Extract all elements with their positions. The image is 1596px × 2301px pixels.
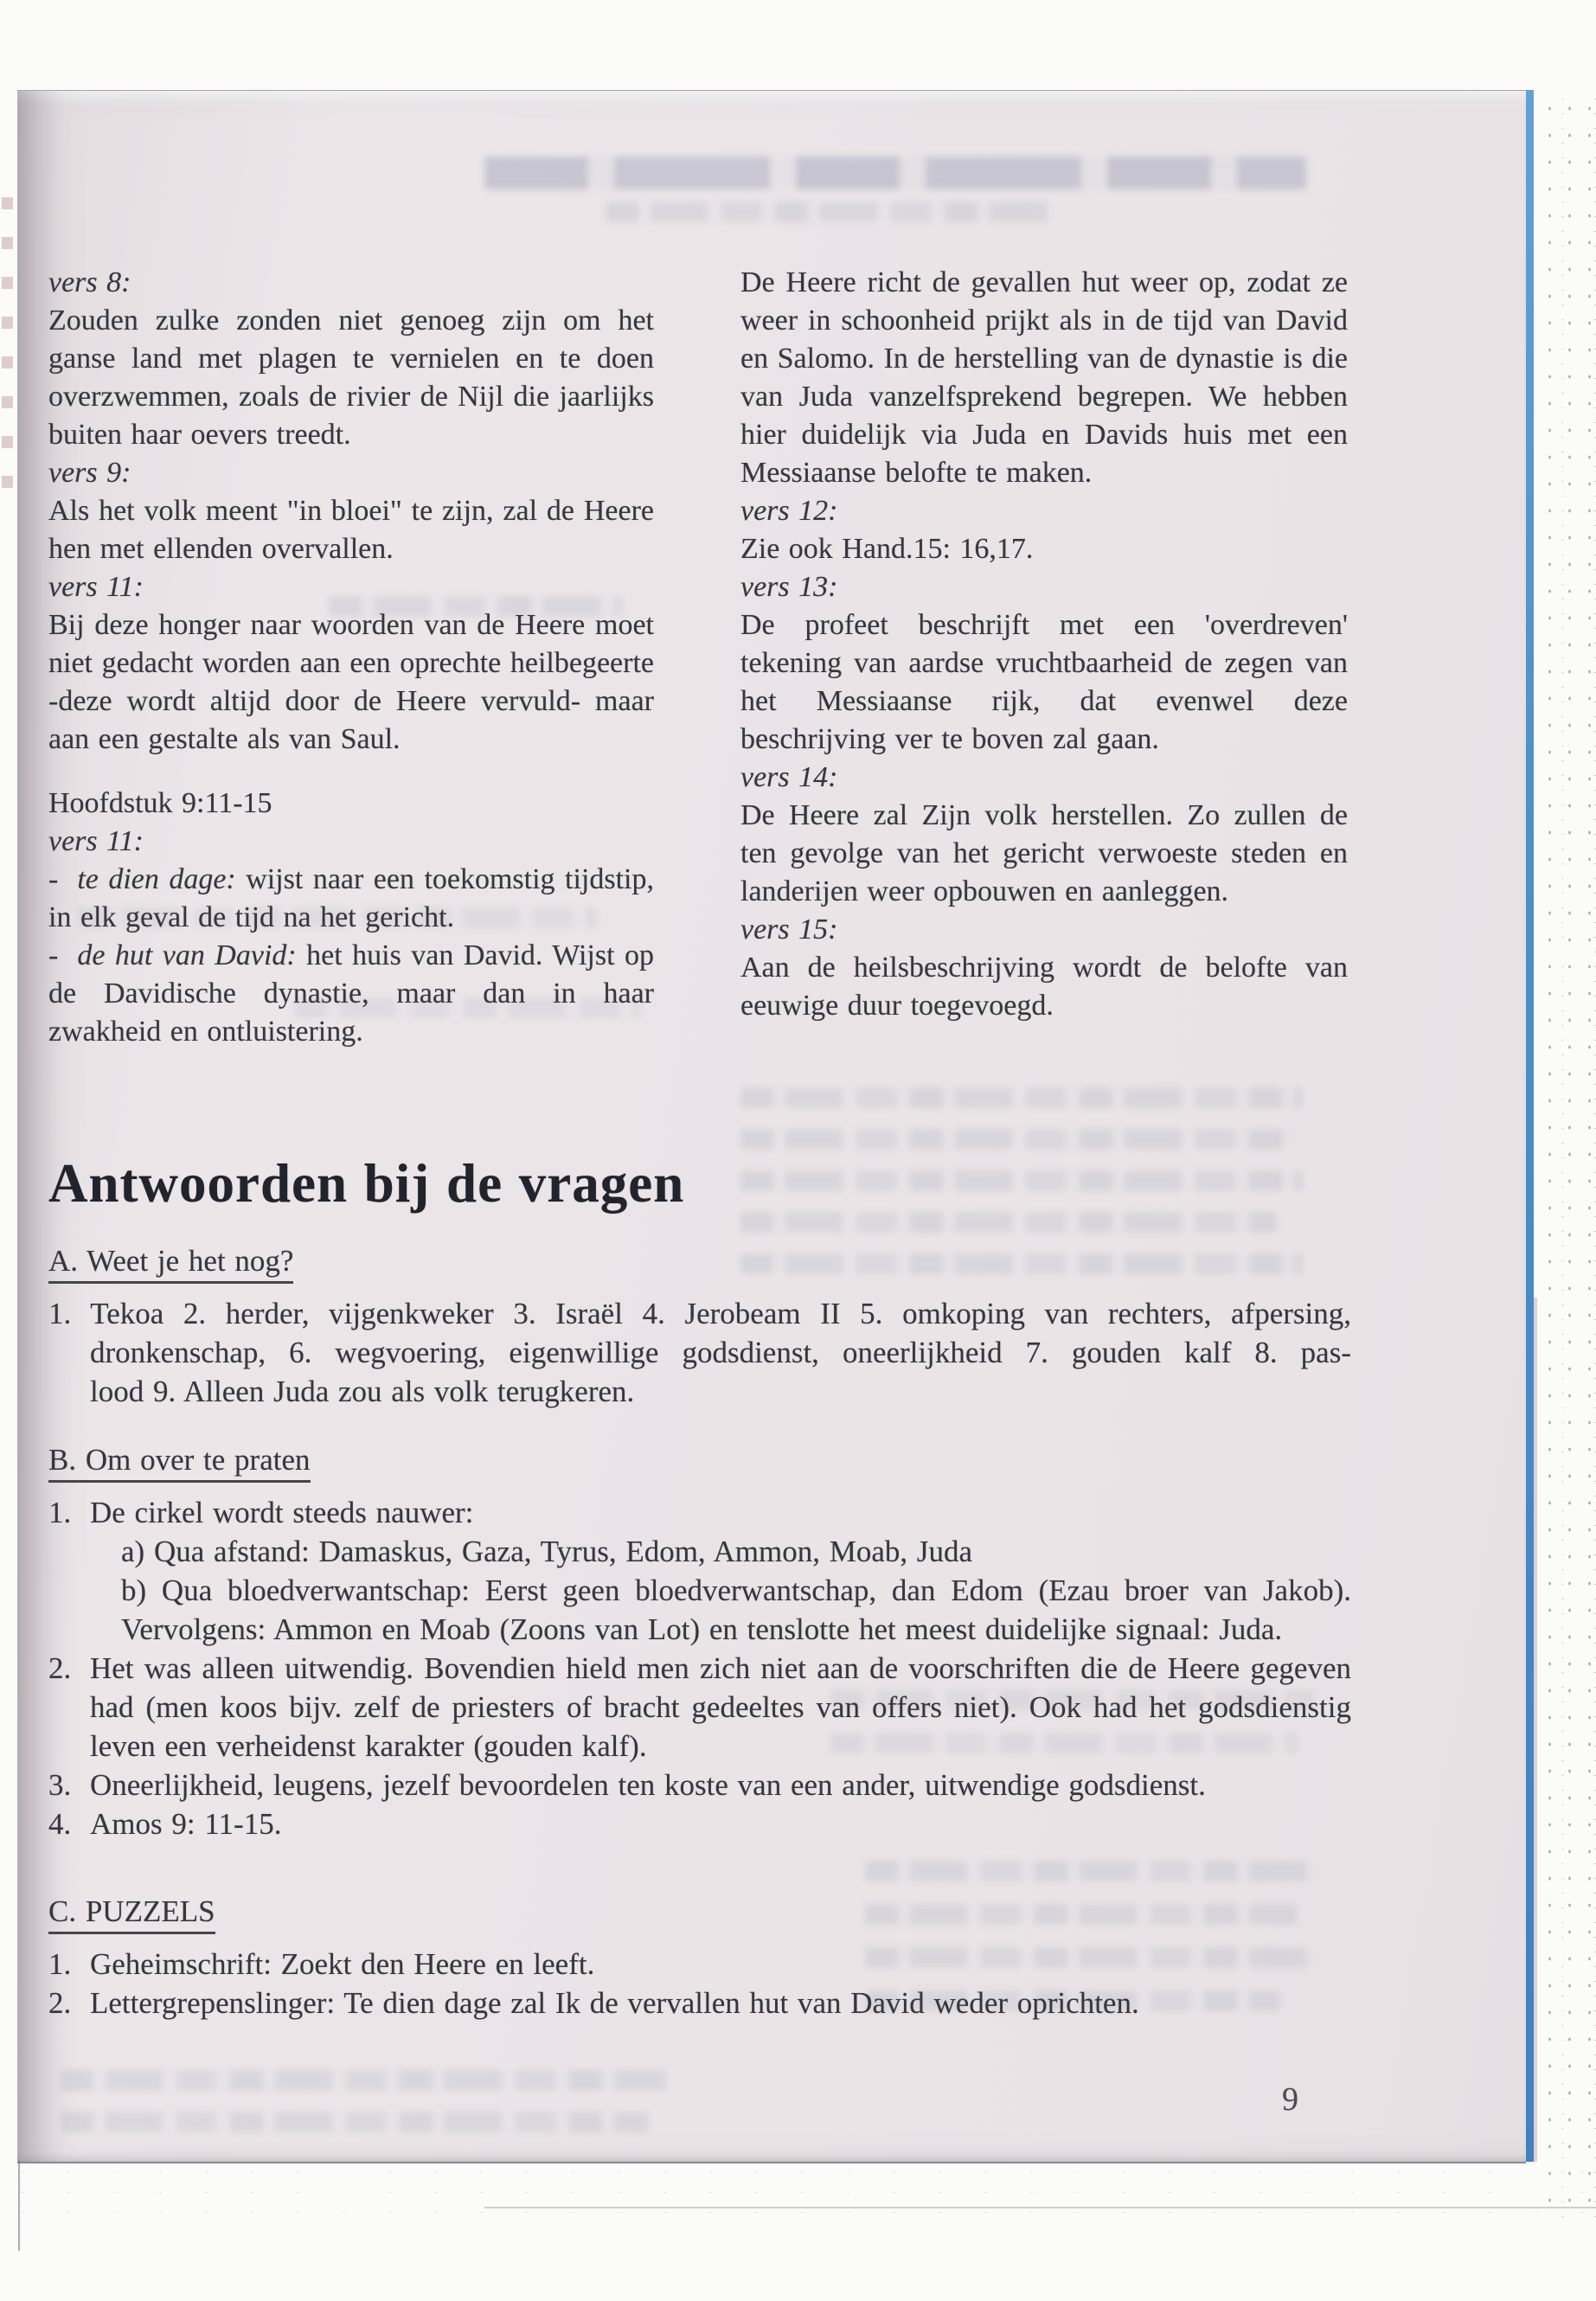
sub-item: b) Qua bloedverwantschap: Eerst geen bloedverwantschap, dan Edom (Ezau broer van Jakob). Vervolgens: Ammon en Moab (Zoons van Lot) en tenslotte het meest duidelijke signaal: Juda.	[121, 1574, 1351, 1646]
section-b-heading: B. Om over te praten	[48, 1440, 1351, 1483]
definition-note	[48, 937, 654, 1051]
item-text: Amos 9: 11-15.	[90, 1807, 282, 1841]
verse-commentary: De Heere richt de gevallen hut weer op, zodat ze weer in schoonheid prijkt als in de tijd van David en Salomo. In de herstelling van de dynastie is die van Juda vanzelfsprekend begrepen. We hebben hier duidelijk via Juda en Davids huis met een Messiaanse belofte te maken.	[740, 266, 1348, 489]
bleed-through-text	[61, 2070, 666, 2091]
verse-commentary: Zouden zulke zonden niet genoeg zijn om het ganse land met plagen te vernielen en te doen overzwemmen, zoals de rivier de Nijl die jaarlijks buiten haar oevers treedt.	[48, 304, 654, 451]
definition-text: wijst naar een toekomstig tijdstip, in elk geval de tijd na het gericht.	[48, 863, 654, 933]
bleed-through-text	[61, 2112, 649, 2132]
answer-item	[48, 1493, 1351, 1649]
verse-commentary: De profeet beschrijft met een 'overdreven' tekening van aardse vruchtbaarheid de zegen van het Messiaanse rijk, dat evenwel deze beschrijving ver te boven zal gaan.	[740, 609, 1348, 755]
answers-section	[48, 1148, 1351, 2022]
dash-marker: -	[48, 939, 59, 971]
answer-item	[48, 1945, 1351, 1984]
item-number: 2.	[48, 1986, 72, 2020]
bleed-through-text	[740, 1087, 1303, 1108]
verse-label: vers 12:	[740, 495, 838, 527]
verse-label: vers 14:	[740, 761, 838, 793]
answers-title: Antwoorden bij de vragen	[48, 1153, 685, 1214]
left-text-column	[48, 264, 654, 1051]
section-a-answer	[48, 1294, 1351, 1411]
item-text	[90, 1493, 1351, 1649]
item-text: Oneerlijkheid, leugens, jezelf bevoordelen ten koste van een ander, uitwendige godsdienst.	[90, 1768, 1206, 1802]
answer-item	[48, 1766, 1351, 1804]
answer-line: 1. Tekoa 2. herder, vijgenkweker 3. Israël 4. Jerobeam II 5. omkoping van rechters, afpersing,	[48, 1297, 1351, 1330]
item-number: 1.	[48, 1947, 72, 1981]
item-text: Het was alleen uitwendig. Bovendien hield men zich niet aan de voorschriften die de Heere gegeven had (men koos bijv. zelf de priesters of bracht gedeeltes van offers niet). Ook had het godsdienstig leven een verheidenst karakter (gouden kalf).	[90, 1651, 1351, 1763]
item-number: 2.	[48, 1651, 72, 1685]
definition-text: het huis van David. Wijst op de Davidische dynastie, maar dan in haar zwakheid en ontluistering.	[48, 939, 654, 1048]
answer-item	[48, 1804, 1351, 1843]
book-cover-edge	[1526, 90, 1534, 2162]
item-line: De cirkel wordt steeds nauwer:	[90, 1496, 474, 1529]
section-c-answers	[48, 1945, 1351, 2022]
bleed-through-text	[606, 202, 1055, 222]
page-edge-line	[18, 2161, 20, 2251]
item-text: Geheimschrift: Zoekt den Heere en leeft.	[90, 1947, 595, 1981]
definition-note	[48, 861, 654, 937]
answer-item	[48, 1649, 1351, 1766]
verse-label: vers 13:	[740, 571, 838, 603]
term-italic: de hut van David:	[77, 939, 297, 971]
bleed-through-text	[740, 1129, 1294, 1150]
item-number: 4.	[48, 1807, 72, 1841]
verse-commentary: Bij deze honger naar woorden van de Heere moet niet gedacht worden aan een oprechte heilbegeerte -deze wordt altijd door de Heere vervuld- maar aan een gestalte als van Saul.	[48, 609, 654, 755]
bleed-through-text	[484, 157, 1306, 189]
term-italic: te dien dage:	[77, 863, 236, 895]
verse-label: vers 8:	[48, 266, 131, 298]
sub-item: a) Qua afstand: Damaskus, Gaza, Tyrus, Edom, Ammon, Moab, Juda	[121, 1535, 973, 1568]
scan-edge-marks	[2, 197, 13, 491]
section-c-heading: C. PUZZELS	[48, 1892, 1351, 1934]
verse-label: vers 15:	[740, 913, 838, 945]
page-number: 9	[1282, 2081, 1298, 2118]
dash-marker: -	[48, 863, 59, 895]
item-number: 3.	[48, 1768, 72, 1802]
answer-line: dronkenschap, 6. wegvoering, eigenwillige godsdienst, oneerlijkheid 7. gouden kalf 8. pas-	[90, 1336, 1351, 1369]
item-text: Lettergrepenslinger: Te dien dage zal Ik de vervallen hut van David weder oprichten.	[90, 1986, 1139, 2020]
verse-label: vers 11:	[48, 825, 144, 857]
verse-commentary: Als het volk meent "in bloei" te zijn, zal de Heere hen met ellenden overvallen.	[48, 495, 654, 565]
scan-artifact-line	[484, 2207, 1596, 2208]
answer-line: lood 9. Alleen Juda zou als volk terugkeren.	[90, 1375, 635, 1408]
chapter-heading: Hoofdstuk 9:11-15	[48, 787, 272, 819]
verse-commentary: Aan de heilsbeschrijving wordt de belofte van eeuwige duur toegevoegd.	[740, 952, 1348, 1022]
item-number: 1.	[48, 1496, 72, 1529]
book-page	[17, 90, 1526, 2163]
answer-item	[48, 1984, 1351, 2022]
verse-commentary: De Heere zal Zijn volk herstellen. Zo zullen de ten gevolge van het gericht verwoeste steden en landerijen weer opbouwen en aanleggen.	[740, 799, 1348, 907]
right-text-column	[740, 264, 1348, 1025]
scan-noise	[1536, 90, 1596, 2218]
section-a-heading: A. Weet je het nog?	[48, 1241, 1351, 1284]
verse-label: vers 11:	[48, 571, 144, 603]
verse-label: vers 9:	[48, 457, 131, 489]
section-b-answers	[48, 1493, 1351, 1843]
verse-commentary: Zie ook Hand.15: 16,17.	[740, 533, 1034, 565]
